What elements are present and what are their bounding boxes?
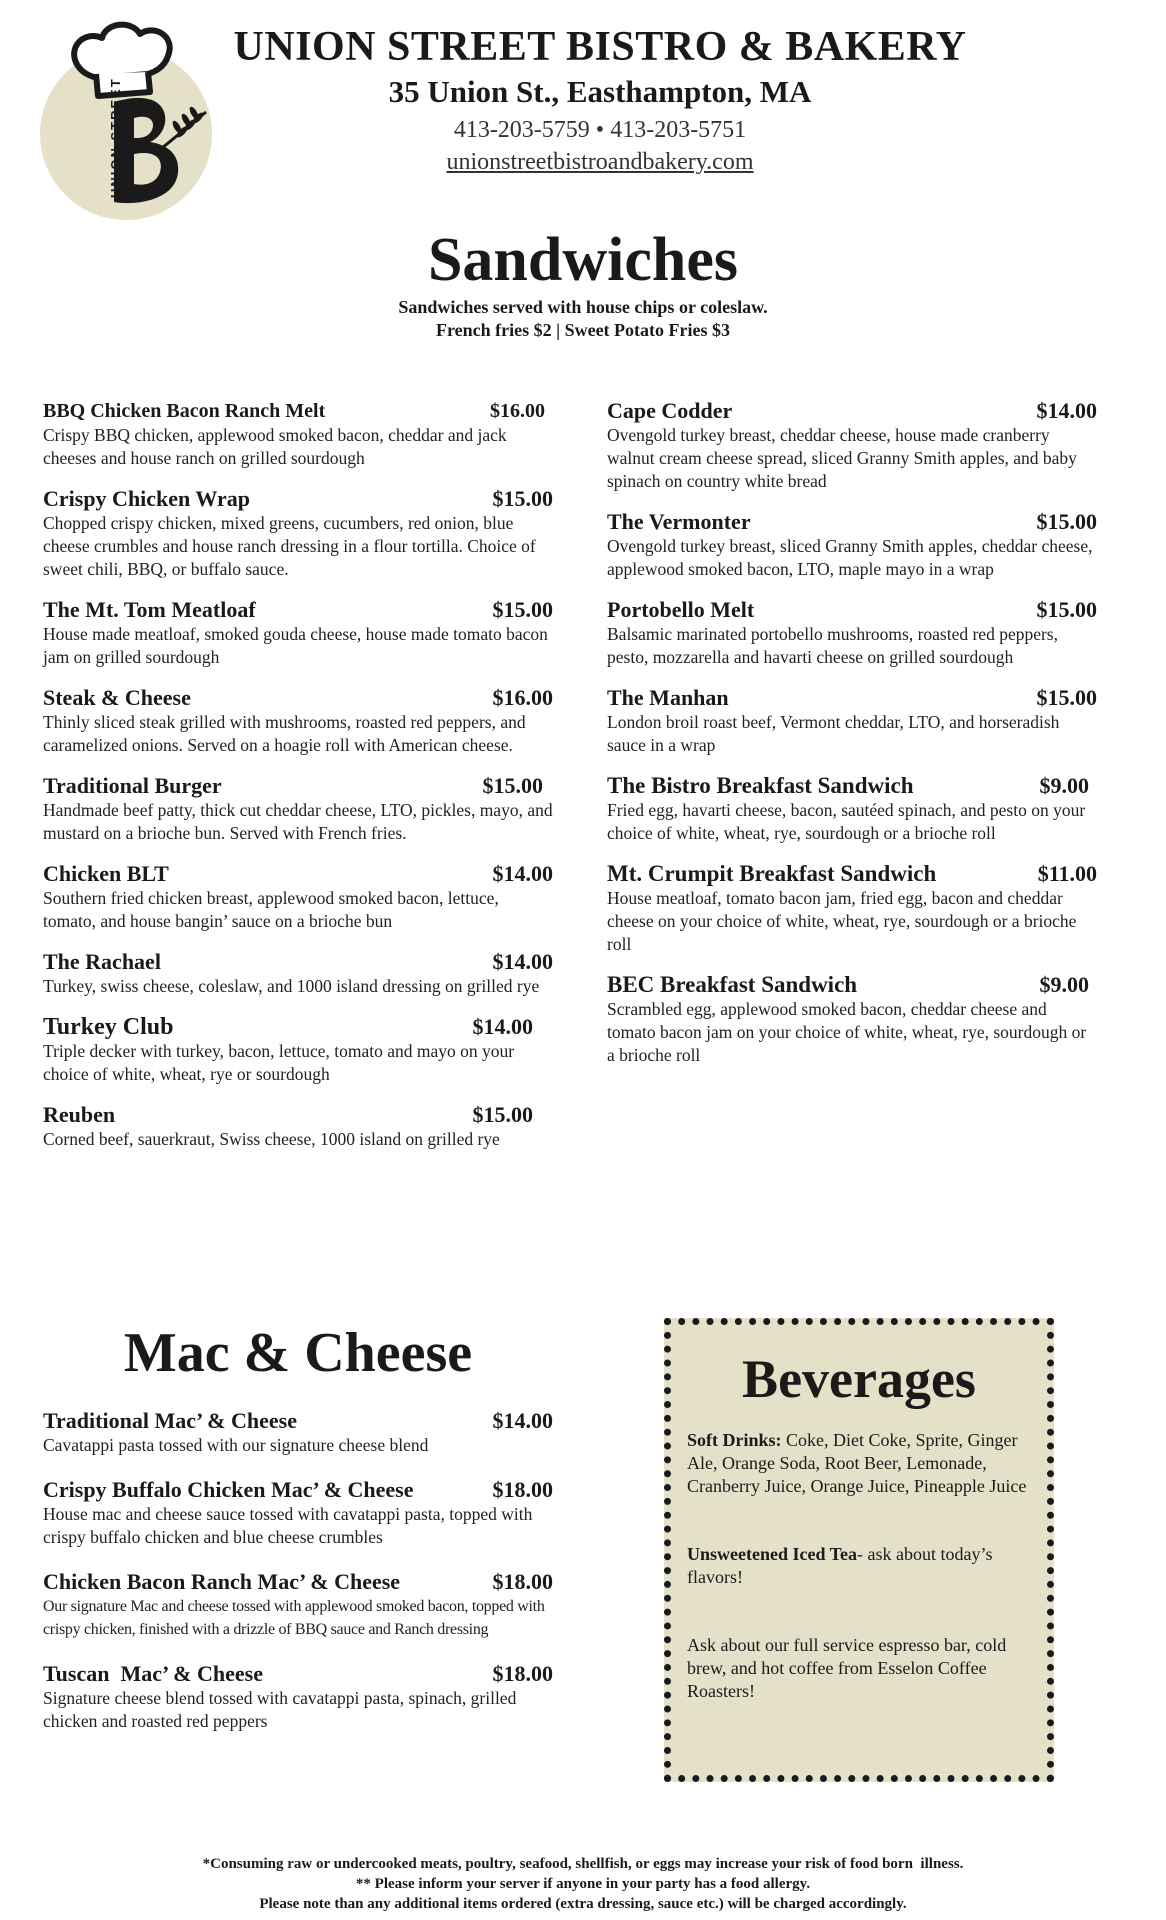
item-price: $15.00 — [1036, 597, 1097, 622]
item-price: $16.00 — [492, 685, 553, 710]
sandwiches-right-column — [607, 398, 1097, 1083]
item-name: Tuscan Mac’ & Cheese — [43, 1661, 263, 1686]
menu-item — [43, 597, 553, 669]
menu-item — [607, 597, 1097, 669]
item-description: Balsamic marinated portobello mushrooms, roasted red peppers, pesto, mozzarella and havarti cheese on grilled sourdough — [607, 624, 1058, 667]
item-description: Southern fried chicken breast, applewood smoked bacon, lettuce, tomato, and house bangin’ sauce on a brioche bun — [43, 888, 499, 931]
beverages-title: Beverages — [742, 1349, 976, 1409]
item-price: $14.00 — [1036, 398, 1097, 423]
soft-drinks-list: Coke, Diet Coke, Sprite, Ginger Ale, Orange Soda, Root Beer, Lemonade, Cranberry Juice, Orange Juice, Pineapple Juice — [687, 1430, 1027, 1496]
iced-tea-label: Unsweetened Iced Tea — [687, 1544, 857, 1564]
menu-item — [607, 509, 1097, 581]
item-name: The Rachael — [43, 949, 161, 974]
item-name: Chicken Bacon Ranch Mac’ & Cheese — [43, 1569, 401, 1594]
menu-item — [43, 486, 553, 581]
menu-item — [43, 1569, 553, 1641]
footer-line-2: ** Please inform your server if anyone in your party has a food allergy. — [355, 1876, 811, 1892]
menu-item — [43, 1408, 553, 1457]
menu-item — [607, 685, 1097, 757]
item-price: $18.00 — [492, 1569, 553, 1594]
item-description: Cavatappi pasta tossed with our signature cheese blend — [43, 1435, 429, 1455]
sandwiches-note-line-1: Sandwiches served with house chips or coleslaw. — [398, 297, 768, 317]
menu-item — [43, 949, 553, 998]
sandwiches-note-line-2: French fries $2 | Sweet Potato Fries $3 — [435, 320, 731, 340]
item-name: The Manhan — [607, 685, 729, 710]
item-name: Crispy Chicken Wrap — [43, 486, 251, 511]
soft-drinks-label: Soft Drinks: — [687, 1430, 782, 1450]
footer-line-1: *Consuming raw or undercooked meats, poultry, seafood, shellfish, or eggs may increase your risk of food born illness. — [202, 1856, 964, 1872]
item-price: $15.00 — [492, 597, 553, 622]
item-price: $15.00 — [492, 486, 553, 511]
item-name: BBQ Chicken Bacon Ranch Melt — [43, 400, 326, 422]
item-description: Turkey, swiss cheese, coleslaw, and 1000 island dressing on grilled rye — [43, 976, 540, 996]
header — [220, 22, 980, 178]
menu-item — [43, 685, 553, 757]
item-price: $9.00 — [1039, 972, 1089, 997]
item-name: Traditional Burger — [43, 773, 222, 798]
item-price: $15.00 — [1036, 509, 1097, 534]
beverages-box — [664, 1318, 1054, 1782]
footer-line-3: Please note than any additional items ordered (extra dressing, sauce etc.) will be charged accordingly. — [259, 1896, 907, 1912]
item-description: Our signature Mac and cheese tossed with applewood smoked bacon, topped with crispy chicken, finished with a drizzle of BBQ sauce and Ranch dressing — [43, 1598, 545, 1638]
item-name: Crispy Buffalo Chicken Mac’ & Cheese — [43, 1477, 414, 1502]
item-description: House made meatloaf, smoked gouda cheese, house made tomato bacon jam on grilled sourdough — [43, 624, 548, 667]
item-description: London broil roast beef, Vermont cheddar, LTO, and horseradish sauce in a wrap — [607, 712, 1060, 755]
item-description: Thinly sliced steak grilled with mushrooms, roasted red peppers, and caramelized onions. Served on a hoagie roll with American cheese. — [43, 712, 526, 755]
item-description: Corned beef, sauerkraut, Swiss cheese, 1000 island on grilled rye — [43, 1129, 500, 1149]
menu-item — [43, 1014, 553, 1086]
item-price: $18.00 — [492, 1661, 553, 1686]
item-description: Chopped crispy chicken, mixed greens, cucumbers, red onion, blue cheese crumbles and house ranch dressing in a flour tortilla. Choice of sweet chili, BBQ, or buffalo sauce. — [43, 513, 536, 579]
restaurant-name: UNION STREET BISTRO & BAKERY — [233, 24, 967, 70]
item-description: Handmade beef patty, thick cut cheddar cheese, LTO, pickles, mayo, and mustard on a brioche bun. Served with French fries. — [43, 800, 553, 843]
item-name: Cape Codder — [607, 398, 733, 423]
menu-item — [43, 861, 553, 933]
item-name: Turkey Club — [43, 1014, 174, 1040]
menu-item — [43, 1102, 553, 1151]
item-description: Scrambled egg, applewood smoked bacon, cheddar cheese and tomato bacon jam on your choice of white, wheat, rye, sourdough or a brioche roll — [607, 999, 1087, 1065]
footer-disclaimer — [0, 1854, 1166, 1914]
item-name: Traditional Mac’ & Cheese — [43, 1408, 297, 1433]
soft-drinks — [671, 1429, 1047, 1498]
logo — [36, 16, 216, 224]
menu-item — [607, 972, 1097, 1067]
item-price: $15.00 — [1036, 685, 1097, 710]
item-name: Reuben — [43, 1102, 116, 1127]
sandwiches-note — [0, 296, 1166, 342]
item-description: Fried egg, havarti cheese, bacon, sautéed spinach, and pesto on your choice of white, wheat, rye, sourdough or a brioche roll — [607, 800, 1086, 843]
item-name: The Mt. Tom Meatloaf — [43, 597, 256, 622]
mac-and-cheese-column — [43, 1408, 553, 1753]
item-name: Portobello Melt — [607, 597, 755, 622]
item-name: The Bistro Breakfast Sandwich — [607, 773, 914, 798]
item-description: Ovengold turkey breast, sliced Granny Smith apples, cheddar cheese, applewood smoked bacon, LTO, maple mayo in a wrap — [607, 536, 1093, 579]
item-description: Signature cheese blend tossed with cavatappi pasta, spinach, grilled chicken and roasted red peppers — [43, 1688, 517, 1731]
iced-tea-text: - ask about today’s flavors! — [687, 1544, 993, 1587]
item-price: $16.00 — [490, 400, 545, 422]
menu-item — [43, 773, 553, 845]
item-description: Crispy BBQ chicken, applewood smoked bacon, cheddar and jack cheeses and house ranch on grilled sourdough — [43, 425, 507, 468]
item-price: $14.00 — [492, 1408, 553, 1433]
item-price: $14.00 — [492, 861, 553, 886]
item-price: $15.00 — [482, 773, 543, 798]
item-name: Steak & Cheese — [43, 685, 191, 710]
address: 35 Union St., Easthampton, MA — [388, 74, 812, 109]
menu-item — [43, 1661, 553, 1733]
menu-item — [43, 398, 553, 470]
item-description: Ovengold turkey breast, cheddar cheese, house made cranberry walnut cream cheese spread, sliced Granny Smith apples, and baby spinach on country white bread — [607, 425, 1077, 491]
iced-tea — [671, 1543, 1047, 1589]
item-name: The Vermonter — [607, 509, 751, 534]
coffee-note: Ask about our full service espresso bar, cold brew, and hot coffee from Esselon Coffee Roasters! — [687, 1635, 1007, 1701]
item-price: $15.00 — [472, 1102, 533, 1127]
item-price: $18.00 — [492, 1477, 553, 1502]
menu-item — [43, 1477, 553, 1549]
phone-numbers: 413-203-5759 • 413-203-5751 — [453, 117, 747, 143]
sandwiches-title: Sandwiches — [427, 226, 739, 294]
menu-item — [607, 773, 1097, 845]
menu-item — [607, 861, 1097, 956]
item-price: $14.00 — [492, 949, 553, 974]
website-link[interactable]: unionstreetbistroandbakery.com — [446, 149, 754, 175]
menu-item — [607, 398, 1097, 493]
item-description: House meatloaf, tomato bacon jam, fried egg, bacon and cheddar cheese on your choice of white, wheat, rye, sourdough or a brioche roll — [607, 888, 1077, 954]
item-description: House mac and cheese sauce tossed with cavatappi pasta, topped with crispy buffalo chicken and blue cheese crumbles — [43, 1504, 533, 1547]
item-name: BEC Breakfast Sandwich — [607, 972, 858, 997]
logo-text: UNION STREET — [108, 77, 123, 198]
item-price: $14.00 — [472, 1014, 533, 1039]
sandwiches-left-column — [43, 398, 553, 1167]
item-name: Chicken BLT — [43, 861, 169, 886]
item-price: $9.00 — [1039, 773, 1089, 798]
mac-and-cheese-title: Mac & Cheese — [123, 1322, 473, 1384]
chef-b-logo-icon — [36, 16, 216, 224]
item-description: Triple decker with turkey, bacon, lettuce, tomato and mayo on your choice of white, wheat, rye or sourdough — [43, 1041, 515, 1084]
item-name: Mt. Crumpit Breakfast Sandwich — [607, 861, 937, 886]
item-price: $11.00 — [1037, 861, 1097, 886]
